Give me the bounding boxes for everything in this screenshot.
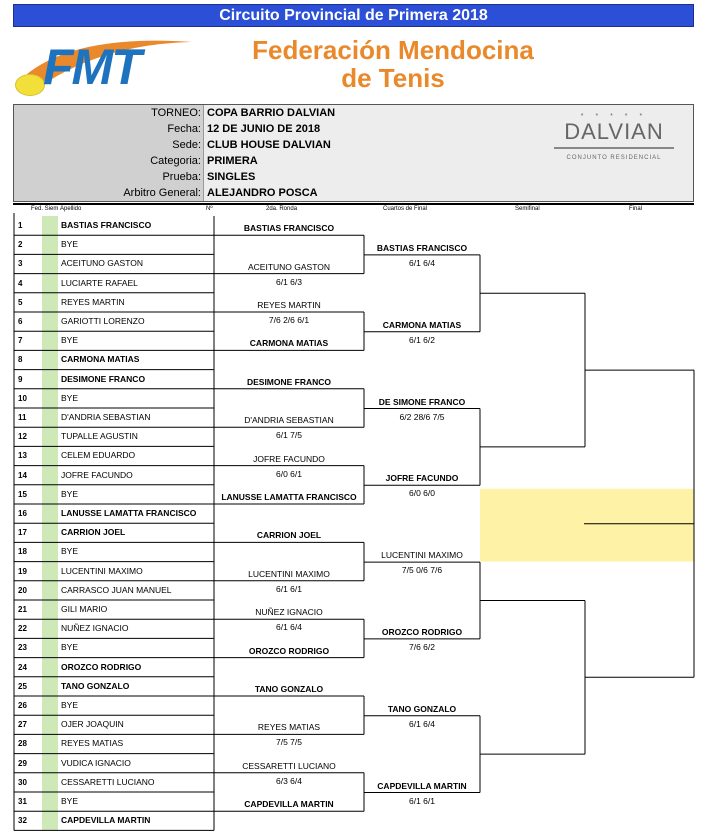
- player-name: CELEM EDUARDO: [61, 450, 136, 461]
- draw-position: 24: [18, 662, 27, 672]
- info-label: Sede:: [172, 139, 201, 151]
- draw-position: 3: [18, 259, 23, 269]
- draw-position: 30: [18, 777, 27, 787]
- info-value: SINGLES: [207, 171, 256, 183]
- player-name: CAPDEVILLA MARTIN: [61, 815, 151, 826]
- info-label: Arbitro General:: [123, 187, 201, 199]
- draw-position: 2: [18, 240, 23, 250]
- draw-position: 8: [18, 355, 23, 365]
- quarter-winner: CARMONA MATIAS: [382, 319, 462, 330]
- info-value: ALEJANDRO POSCA: [207, 187, 318, 199]
- player-name: CARRION JOEL: [61, 527, 126, 538]
- draw-position: 26: [18, 701, 27, 710]
- draw-position: 6: [18, 317, 23, 326]
- round2-winner: LUCENTINI MAXIMO: [248, 568, 330, 579]
- round2-winner: ACEITUNO GASTON: [247, 261, 331, 272]
- quarter-score: 6/0 6/0: [409, 488, 435, 499]
- player-name: NUÑEZ IGNACIO: [61, 623, 129, 634]
- info-label: Prueba:: [162, 171, 201, 183]
- quarter-winner: OROZCO RODRIGO: [381, 626, 463, 637]
- stars-icon: * * * * *: [580, 113, 648, 120]
- round2-score: 6/1 6/4: [276, 622, 302, 633]
- player-name: BYE: [61, 239, 79, 250]
- player-name: LUCENTINI MAXIMO: [61, 565, 143, 576]
- draw-position: 16: [18, 509, 27, 518]
- player-name: BYE: [61, 335, 79, 346]
- draw-position: 27: [18, 720, 27, 730]
- player-name: BYE: [61, 642, 79, 653]
- quarter-score: 6/1 6/4: [409, 718, 435, 729]
- player-name: OJER JOAQUIN: [61, 719, 124, 730]
- sponsor-name: DALVIAN: [564, 119, 664, 144]
- quarter-winner: DE SIMONE FRANCO: [378, 396, 466, 407]
- quarter-winner: TANO GONZALO: [387, 703, 457, 714]
- quarter-score: 6/1 6/2: [409, 334, 435, 345]
- player-name: JOFRE FACUNDO: [61, 469, 133, 480]
- draw-position: 15: [18, 489, 27, 499]
- player-name: CESSARETTI LUCIANO: [61, 776, 155, 787]
- draw-position: 9: [18, 374, 23, 384]
- round2-score: 6/1 6/1: [276, 583, 302, 594]
- quarter-winner: BASTIAS FRANCISCO: [376, 242, 468, 253]
- player-name: REYES MATIAS: [61, 738, 124, 749]
- info-label: Fecha:: [167, 123, 201, 135]
- draw-position: 21: [18, 605, 27, 614]
- draw-position: 25: [18, 681, 27, 691]
- player-name: OROZCO RODRIGO: [61, 661, 142, 672]
- player-name: BYE: [61, 700, 79, 710]
- player-name: ACEITUNO GASTON: [61, 258, 144, 269]
- info-value: COPA BARRIO DALVIAN: [207, 107, 336, 119]
- draw-position: 31: [18, 797, 27, 806]
- player-name: BASTIAS FRANCISCO: [61, 220, 152, 230]
- draw-position: 5: [18, 297, 23, 307]
- quarter-score: 6/1 6/4: [409, 257, 435, 268]
- draw-position: 14: [18, 470, 27, 480]
- quarter-score: 7/5 0/6 7/6: [401, 565, 443, 576]
- player-name: TANO GONZALO: [61, 680, 130, 691]
- draw-position: 22: [18, 624, 27, 634]
- draw-position: 20: [18, 585, 27, 595]
- player-name: BYE: [61, 488, 79, 499]
- quarter-winner: LUCENTINI MAXIMO: [381, 550, 463, 561]
- draw-position: 17: [18, 528, 27, 538]
- draw-position: 32: [18, 816, 27, 826]
- info-value: PRIMERA: [207, 155, 258, 167]
- player-name: D'ANDRIA SEBASTIAN: [61, 412, 151, 422]
- federation-name-line2: de Tenis: [341, 63, 445, 93]
- draw-position: 13: [18, 451, 27, 461]
- round2-score: 6/1 7/5: [276, 430, 302, 441]
- header-second-round: 2da. Ronda: [266, 206, 298, 212]
- player-name: REYES MARTIN: [61, 296, 125, 307]
- quarter-winner: CAPDEVILLA MARTIN: [377, 780, 467, 791]
- quarter-score: 6/1 6/1: [409, 795, 435, 806]
- quarter-winner: JOFRE FACUNDO: [385, 473, 459, 484]
- player-name: GARIOTTI LORENZO: [61, 316, 145, 326]
- draw-position: 10: [18, 393, 27, 403]
- quarter-score: 6/2 28/6 7/5: [399, 411, 445, 422]
- quarter-score: 7/6 6/2: [409, 641, 435, 652]
- draw-position: 11: [18, 413, 27, 422]
- round2-score: 6/1 6/3: [276, 276, 302, 287]
- info-value: CLUB HOUSE DALVIAN: [207, 139, 331, 151]
- round2-score: 7/5 7/5: [276, 737, 302, 748]
- round2-winner: TANO GONZALO: [254, 684, 324, 694]
- draw-position: 28: [18, 739, 27, 749]
- draw-position: 29: [18, 758, 27, 768]
- player-name: TUPALLE AGUSTIN: [61, 431, 138, 442]
- round2-score: 6/3 6/4: [276, 775, 302, 786]
- player-name: CARMONA MATIAS: [61, 354, 140, 365]
- fmt-acronym: FMT: [43, 39, 140, 95]
- player-name: CARRASCO JUAN MANUEL: [61, 584, 172, 595]
- round2-score: 6/0 6/1: [276, 468, 302, 479]
- header-seed: Fed. Siem: [31, 206, 59, 212]
- header-final: Final: [629, 206, 643, 212]
- draw-position: 23: [18, 643, 27, 653]
- info-label: Categoria:: [150, 155, 201, 167]
- info-value: 12 DE JUNIO DE 2018: [207, 123, 321, 135]
- round2-winner: DESIMONE FRANCO: [246, 376, 332, 387]
- round2-score: 7/6 2/6 6/1: [268, 315, 310, 325]
- header-quarterfinal: Cuartos de Final: [383, 206, 428, 212]
- round2-winner: REYES MARTIN: [257, 300, 321, 310]
- player-name: BYE: [61, 796, 79, 806]
- round2-winner: D'ANDRIA SEBASTIAN: [244, 415, 334, 426]
- round2-winner: REYES MATIAS: [257, 722, 321, 733]
- round2-winner: CARMONA MATIAS: [249, 338, 329, 349]
- draw-position: 7: [18, 336, 23, 346]
- round2-winner: NUÑEZ IGNACIO: [255, 607, 323, 618]
- draw-position: 4: [18, 278, 23, 288]
- player-name: VUDICA IGNACIO: [61, 757, 131, 768]
- round2-winner: LANUSSE LAMATTA FRANCISCO: [221, 492, 357, 502]
- player-name: GILI MARIO: [61, 604, 108, 614]
- header-surname: Apellido: [60, 206, 82, 212]
- round2-winner: CARRION JOEL: [256, 530, 322, 541]
- info-label: TORNEO:: [151, 107, 201, 119]
- tournament-title: Circuito Provincial de Primera 2018: [13, 4, 694, 27]
- round2-winner: CAPDEVILLA MARTIN: [244, 799, 334, 810]
- draw-position: 12: [18, 432, 27, 442]
- header-semifinal: Semifinal: [515, 206, 540, 212]
- round2-winner: JOFRE FACUNDO: [253, 453, 325, 464]
- federation-name-line1: Federación Mendocina: [252, 35, 534, 65]
- semifinal-highlight: [480, 489, 694, 562]
- sponsor-subtitle: CONJUNTO RESIDENCIAL: [566, 155, 662, 161]
- round2-winner: BASTIAS FRANCISCO: [243, 223, 335, 234]
- draw-position: 18: [18, 547, 27, 557]
- header-number: Nº: [206, 206, 213, 212]
- draw-position: 19: [18, 566, 27, 576]
- player-name: DESIMONE FRANCO: [61, 373, 146, 384]
- player-name: BYE: [61, 546, 79, 557]
- player-name: LANUSSE LAMATTA FRANCISCO: [61, 508, 197, 518]
- round2-winner: OROZCO RODRIGO: [248, 645, 330, 656]
- draw-position: 1: [18, 221, 23, 230]
- player-name: LUCIARTE RAFAEL: [61, 277, 138, 288]
- round2-winner: CESSARETTI LUCIANO: [242, 760, 336, 771]
- player-name: BYE: [61, 392, 79, 403]
